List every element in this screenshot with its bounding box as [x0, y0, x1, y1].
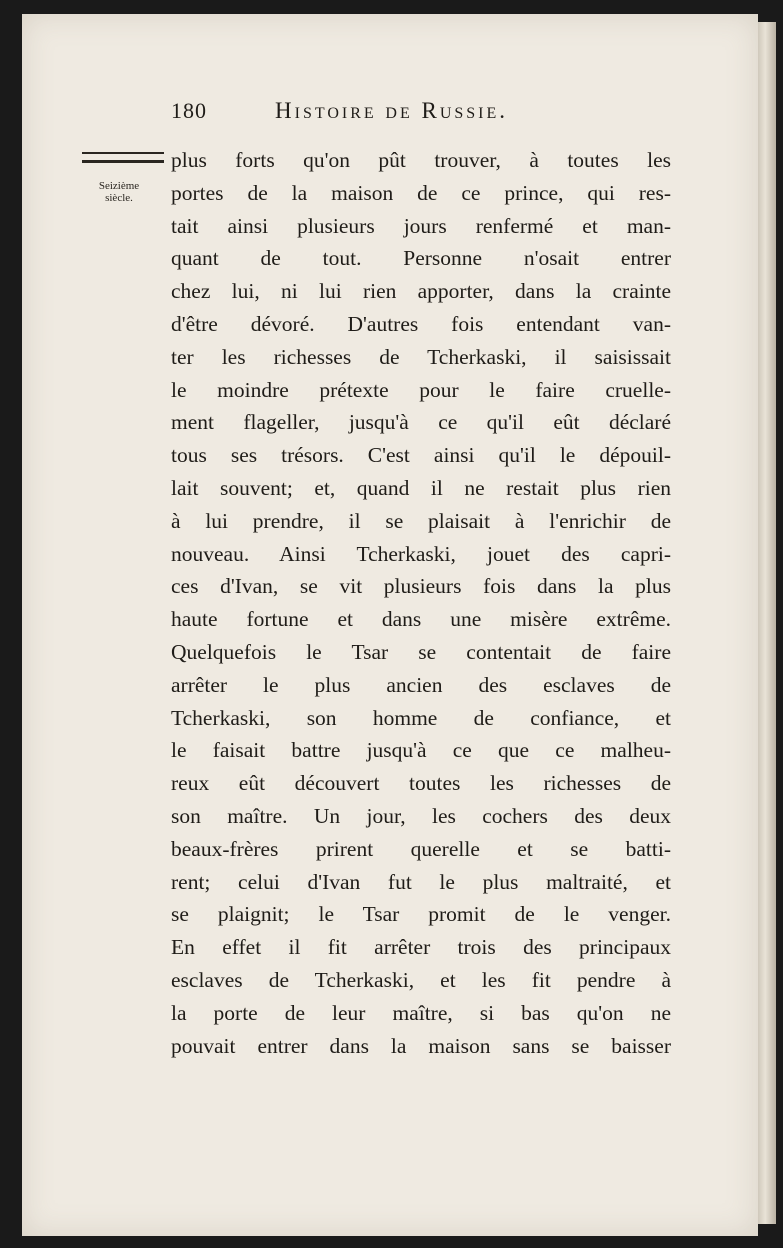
- text-line: d'être dévoré. D'autres fois entendant van-: [171, 311, 671, 336]
- text-line: à lui prendre, il se plaisait à l'enrichir de: [171, 508, 671, 533]
- text-line: la porte de leur maître, si bas qu'on ne: [171, 1000, 671, 1025]
- text-line: tait ainsi plusieurs jours renfermé et man-: [171, 213, 671, 238]
- text-line: lait souvent; et, quand il ne restait plus rien: [171, 475, 671, 500]
- text-line: ces d'Ivan, se vit plusieurs fois dans la plus: [171, 574, 671, 599]
- text-line: esclaves de Tcherkaski, et les fit pendre à: [171, 967, 671, 992]
- text-line: arrêter le plus ancien des esclaves de: [171, 672, 671, 697]
- running-title: Histoire de Russie.: [275, 98, 509, 123]
- text-line: quant de tout. Personne n'osait entrer: [171, 246, 671, 271]
- text-line: portes de la maison de ce prince, qui res-: [171, 180, 671, 205]
- page-header: [171, 98, 671, 132]
- text-line: chez lui, ni lui rien apporter, dans la crainte: [171, 279, 671, 304]
- text-line: le faisait battre jusqu'à ce que ce malheu-: [171, 738, 671, 763]
- text-line: reux eût découvert toutes les richesses de: [171, 771, 671, 796]
- side-note-line: siècle.: [105, 192, 133, 204]
- side-note-line: Seizième: [98, 180, 140, 192]
- text-line: son maître. Un jour, les cochers des deux: [171, 803, 671, 828]
- page-edge: [758, 22, 776, 1224]
- text-line: beaux-frères prirent querelle et se batti-: [171, 836, 671, 861]
- text-line: Tcherkaski, son homme de confiance, et: [171, 705, 671, 730]
- text-line: tous ses trésors. C'est ainsi qu'il le dépouil-: [171, 443, 671, 468]
- margin-rule: [82, 152, 164, 163]
- text-line: ter les richesses de Tcherkaski, il saisissait: [171, 344, 671, 369]
- text-line: plus forts qu'on pût trouver, à toutes les: [171, 148, 671, 172]
- text-line: ment flageller, jusqu'à ce qu'il eût déclaré: [171, 410, 671, 435]
- text-line: nouveau. Ainsi Tcherkaski, jouet des capri-: [171, 541, 671, 566]
- text-line: se plaignit; le Tsar promit de le venger.: [171, 902, 671, 927]
- body-text: [171, 144, 671, 1062]
- text-line: pouvait entrer dans la maison sans se baisser: [171, 1033, 671, 1058]
- text-line: rent; celui d'Ivan fut le plus maltraité, et: [171, 869, 671, 894]
- text-line: haute fortune et dans une misère extrême.: [171, 607, 671, 632]
- page-number: 180: [171, 98, 207, 123]
- text-line: le moindre prétexte pour le faire cruelle-: [171, 377, 671, 402]
- text-line: En effet il fit arrêter trois des principaux: [171, 935, 671, 960]
- text-line: Quelquefois le Tsar se contentait de faire: [171, 639, 671, 664]
- side-note: [84, 180, 154, 204]
